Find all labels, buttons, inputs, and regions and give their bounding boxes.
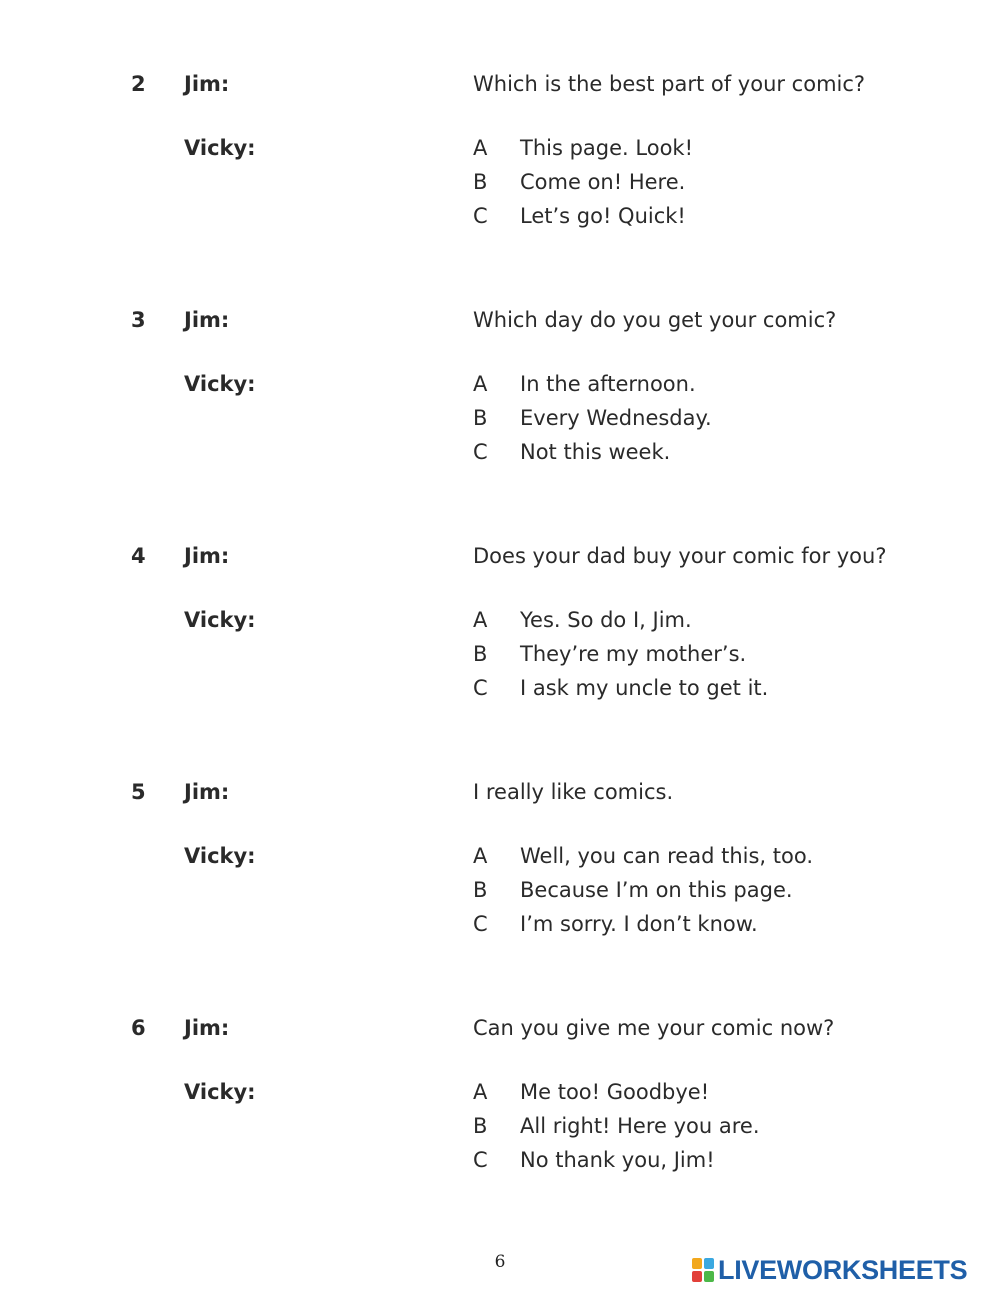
answer-option-b[interactable] (473, 406, 712, 440)
option-letter: B (473, 406, 488, 430)
answer-option-b[interactable] (473, 170, 693, 204)
option-letter: A (473, 608, 488, 632)
answer-option-b[interactable] (473, 642, 768, 676)
option-letter: C (473, 912, 488, 936)
option-letter: A (473, 844, 488, 868)
option-letter: C (473, 440, 488, 464)
answer-option-b[interactable] (473, 1114, 760, 1148)
question-number: 6 (131, 1016, 146, 1040)
option-text: Let’s go! Quick! (520, 204, 686, 228)
option-text: Every Wednesday. (520, 406, 712, 430)
option-text: I’m sorry. I don’t know. (520, 912, 758, 936)
option-text: Come on! Here. (520, 170, 686, 194)
option-text: Not this week. (520, 440, 671, 464)
option-text: In the afternoon. (520, 372, 696, 396)
speaker-vicky: Vicky: (184, 844, 256, 868)
option-letter: B (473, 878, 488, 902)
option-text: They’re my mother’s. (520, 642, 747, 666)
option-text: All right! Here you are. (520, 1114, 760, 1138)
question-2 (0, 72, 1000, 252)
option-letter: B (473, 1114, 488, 1138)
speaker-jim: Jim: (184, 1016, 230, 1040)
option-text: Me too! Goodbye! (520, 1080, 710, 1104)
option-letter: C (473, 676, 488, 700)
answer-option-c[interactable] (473, 1148, 760, 1182)
option-letter: A (473, 372, 488, 396)
answer-option-a[interactable] (473, 844, 813, 878)
answer-option-c[interactable] (473, 440, 712, 474)
speaker-jim: Jim: (184, 544, 230, 568)
speaker-vicky: Vicky: (184, 372, 256, 396)
question-number: 2 (131, 72, 146, 96)
speaker-jim: Jim: (184, 72, 230, 96)
question-number: 4 (131, 544, 146, 568)
option-text: Yes. So do I, Jim. (520, 608, 692, 632)
answer-options (473, 136, 693, 238)
speaker-vicky: Vicky: (184, 1080, 256, 1104)
answer-option-a[interactable] (473, 136, 693, 170)
question-4 (0, 544, 1000, 724)
option-text: Because I’m on this page. (520, 878, 793, 902)
liveworksheets-logo[interactable] (692, 1255, 967, 1285)
option-text: This page. Look! (520, 136, 693, 160)
answer-option-a[interactable] (473, 372, 712, 406)
option-text: I ask my uncle to get it. (520, 676, 769, 700)
question-6 (0, 1016, 1000, 1196)
option-letter: A (473, 1080, 488, 1104)
answer-options (473, 844, 813, 946)
option-letter: B (473, 642, 488, 666)
option-text: No thank you, Jim! (520, 1148, 715, 1172)
answer-options (473, 1080, 760, 1182)
answer-options (473, 372, 712, 474)
option-letter: C (473, 1148, 488, 1172)
option-text: Well, you can read this, too. (520, 844, 814, 868)
question-prompt: Can you give me your comic now? (473, 1016, 835, 1040)
option-letter: A (473, 136, 488, 160)
speaker-jim: Jim: (184, 308, 230, 332)
answer-option-c[interactable] (473, 676, 768, 710)
answer-option-c[interactable] (473, 204, 693, 238)
question-number: 5 (131, 780, 146, 804)
answer-options (473, 608, 768, 710)
question-prompt: I really like comics. (473, 780, 674, 804)
question-number: 3 (131, 308, 146, 332)
page-number: 6 (494, 1252, 506, 1272)
speaker-vicky: Vicky: (184, 136, 256, 160)
liveworksheets-blocks-icon (692, 1258, 714, 1282)
answer-option-a[interactable] (473, 608, 768, 642)
option-letter: B (473, 170, 488, 194)
answer-option-a[interactable] (473, 1080, 760, 1114)
question-5 (0, 780, 1000, 960)
speaker-jim: Jim: (184, 780, 230, 804)
option-letter: C (473, 204, 488, 228)
question-3 (0, 308, 1000, 488)
question-prompt: Which day do you get your comic? (473, 308, 837, 332)
logo-text: LIVEWORKSHEETS (718, 1254, 968, 1285)
speaker-vicky: Vicky: (184, 608, 256, 632)
answer-option-c[interactable] (473, 912, 813, 946)
question-prompt: Which is the best part of your comic? (473, 72, 866, 96)
answer-option-b[interactable] (473, 878, 813, 912)
question-prompt: Does your dad buy your comic for you? (473, 544, 887, 568)
